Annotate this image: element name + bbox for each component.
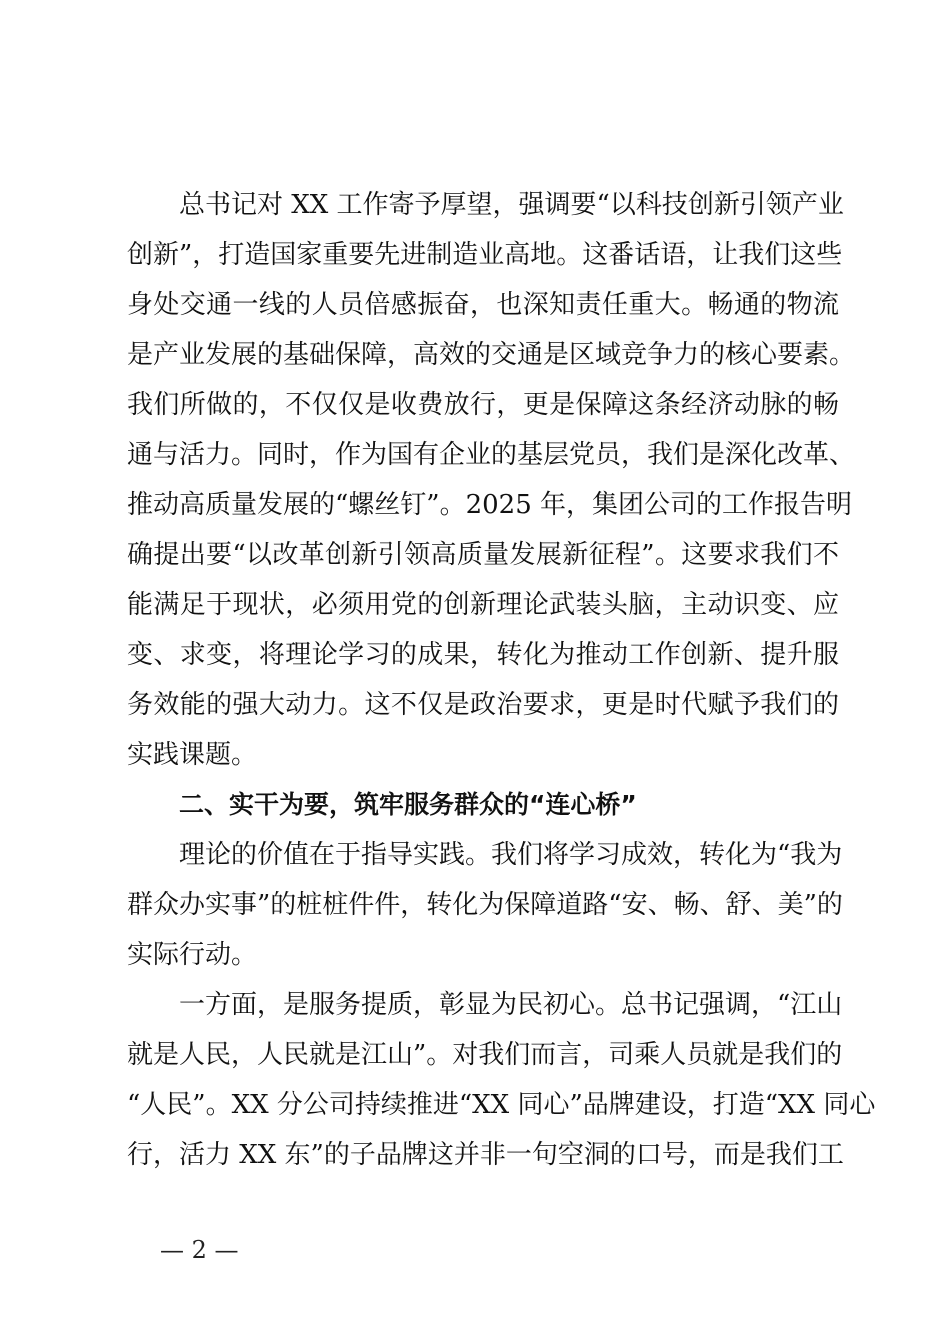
text-line: 变、求变，将理论学习的成果，转化为推动工作创新、提升服	[127, 640, 839, 670]
text-line: 群众办实事”的桩桩件件，转化为保障道路“安、畅、舒、美”的	[127, 890, 843, 920]
text-line: 是产业发展的基础保障，高效的交通是区域竞争力的核心要素。	[127, 340, 856, 370]
document-body	[127, 180, 876, 1180]
text-line: “人民”。XX 分公司持续推进“XX 同心”品牌建设，打造“XX 同心	[127, 1090, 876, 1120]
text-line: 身处交通一线的人员倍感振奋，也深知责任重大。畅通的物流	[127, 290, 839, 320]
text-line: 一方面，是服务提质，彰显为民初心。总书记强调，“江山	[179, 990, 843, 1020]
text-line: 推动高质量发展的“螺丝钉”。2025 年，集团公司的工作报告明	[127, 490, 853, 520]
text-line: 创新”，打造国家重要先进制造业高地。这番话语，让我们这些	[127, 240, 843, 270]
paragraph	[127, 980, 876, 1180]
text-line: 实际行动。	[127, 940, 258, 970]
text-line: 就是人民，人民就是江山”。对我们而言，司乘人员就是我们的	[127, 1040, 843, 1070]
text-line: 理论的价值在于指导实践。我们将学习成效，转化为“我为	[179, 840, 843, 870]
text-line: 务效能的强大动力。这不仅是政治要求，更是时代赋予我们的	[127, 690, 839, 720]
text-line: 确提出要“以改革创新引领高质量发展新征程”。这要求我们不	[127, 540, 839, 570]
text-line: 通与活力。同时，作为国有企业的基层党员，我们是深化改革、	[127, 440, 856, 470]
text-line: 行，活力 XX 东”的子品牌这并非一句空洞的口号，而是我们工	[127, 1140, 844, 1170]
text-line: 实践课题。	[127, 740, 258, 770]
text-line: 能满足于现状，必须用党的创新理论武装头脑，主动识变、应	[127, 590, 839, 620]
paragraph	[127, 180, 856, 780]
page-number: — 2 —	[160, 1236, 239, 1264]
paragraph	[127, 830, 843, 980]
text-line: 总书记对 XX 工作寄予厚望，强调要“以科技创新引领产业	[179, 190, 844, 220]
text-line: 我们所做的，不仅仅是收费放行，更是保障这条经济动脉的畅	[127, 390, 839, 420]
section-heading: 二、实干为要，筑牢服务群众的“连心桥”	[179, 790, 637, 819]
